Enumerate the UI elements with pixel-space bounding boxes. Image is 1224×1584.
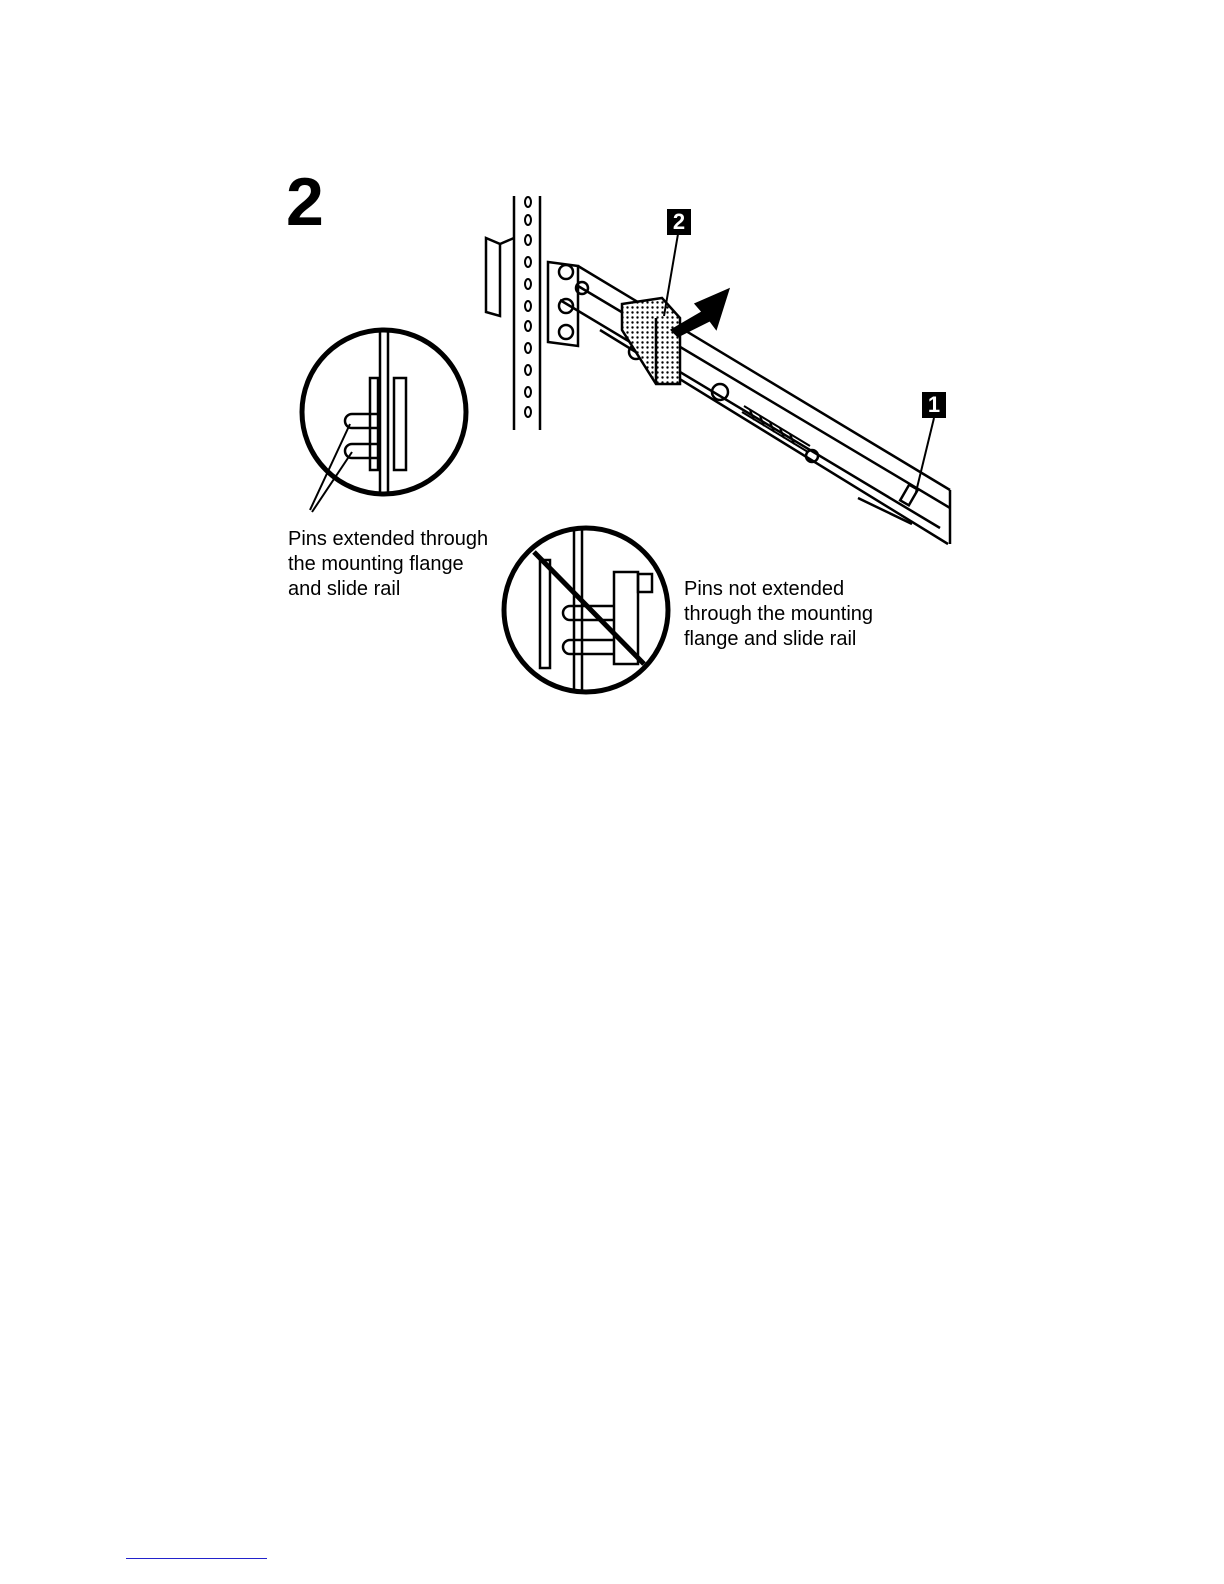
step-number: 2: [286, 164, 324, 240]
caption-pins-not-extended: [684, 577, 873, 652]
callout-1: 1: [922, 392, 946, 418]
slide-rail: [548, 262, 950, 544]
caption-pins-extended: [288, 527, 488, 602]
footer-rule: [126, 1558, 267, 1559]
caption-line: the mounting flange: [288, 553, 464, 575]
push-arrow-icon: [672, 290, 728, 336]
caption-line: Pins not extended: [684, 578, 845, 600]
rack-post: [486, 196, 540, 430]
rail-installation-figure: [0, 0, 1224, 760]
pins-extended-detail: [302, 330, 466, 512]
rail-latch: [622, 298, 680, 384]
rail-illustration: [0, 0, 1224, 760]
caption-line: flange and slide rail: [684, 628, 857, 650]
caption-line: through the mounting: [684, 603, 874, 625]
callout-2: 2: [667, 209, 691, 235]
caption-line: and slide rail: [288, 578, 401, 600]
pins-not-extended-detail: [504, 528, 668, 692]
caption-line: Pins extended through: [288, 528, 489, 550]
